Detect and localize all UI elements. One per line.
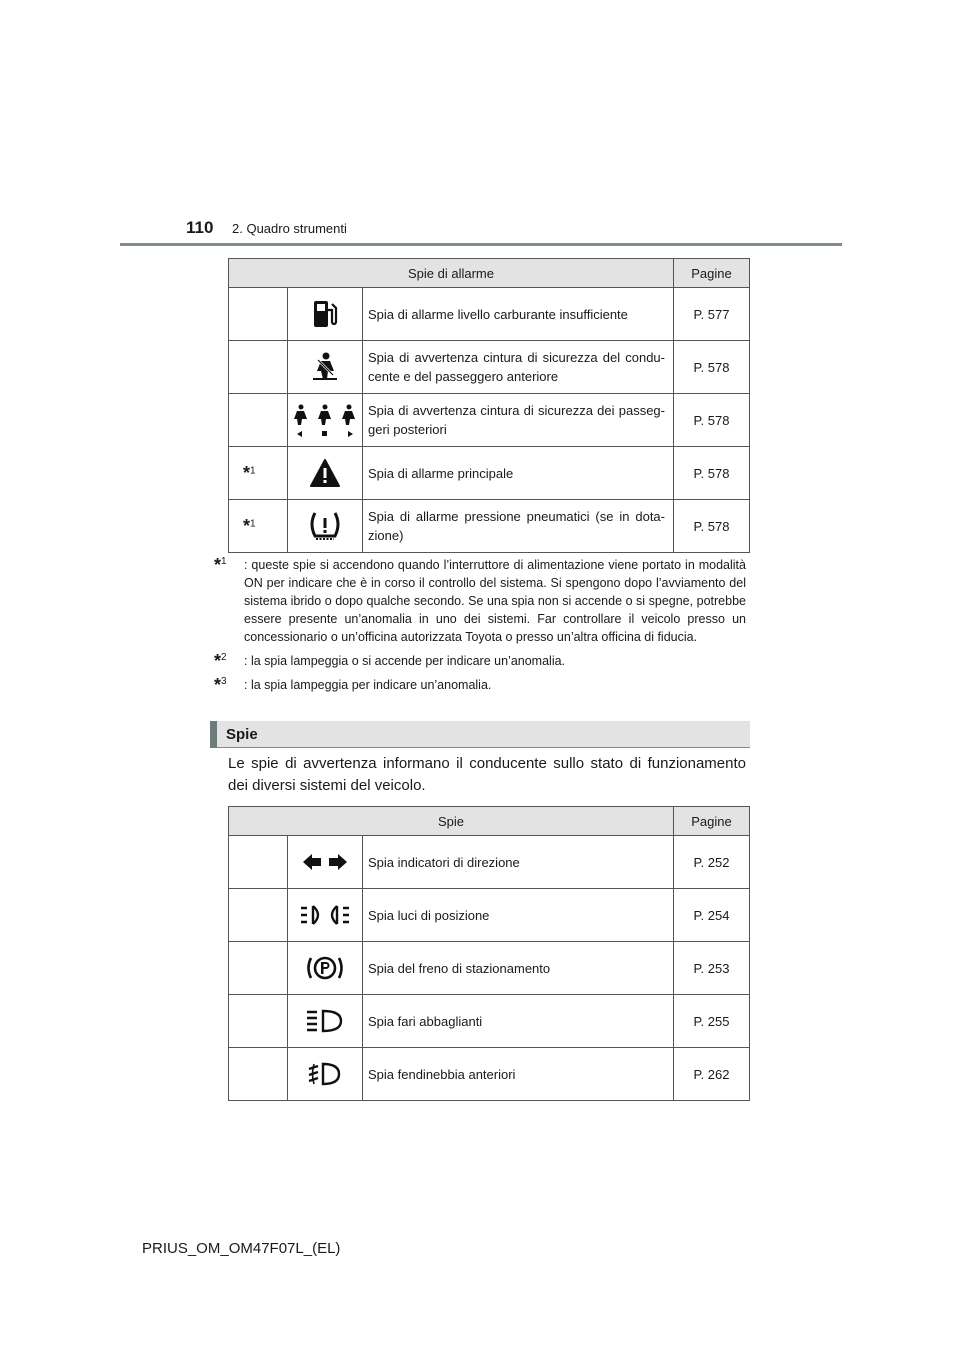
- page-reference: P. 262: [674, 1048, 750, 1101]
- master-warning-icon: [309, 458, 341, 488]
- page-reference: P. 255: [674, 995, 750, 1048]
- footnote: *$^2$ : la spia lampeggia o si accende per indicare un’anomalia.: [214, 651, 566, 671]
- footnote-text: : queste spie si accendono quando l’interruttore di alimentazione viene portato in modalità ON per indicare che è in corso il controllo del sistema. Si spengono dopo l’avviamento del sistema ibrido o dopo qualche secondo. Se una spia non si accende o si spegne, potrebbe essere presente un’anomalia in uno dei sistemi. Far controllare il veicolo presso un concessionario o un’officina autorizzata Toyota o presso un’altra officina di fiducia.: [244, 558, 746, 644]
- table-row: [229, 394, 750, 447]
- page-reference: P. 577: [674, 288, 750, 341]
- section-heading: Spie: [226, 726, 258, 743]
- position-lights-icon: [299, 903, 351, 927]
- table-row: [229, 500, 750, 553]
- rear-seatbelts-icon: [289, 403, 361, 437]
- page-reference: P. 578: [674, 341, 750, 394]
- row-description: Spia di allarme pressione pneumatici (se in dota-zione): [363, 500, 674, 553]
- row-description: Spia di allarme principale: [363, 447, 674, 500]
- front-fog-light-icon: [307, 1061, 343, 1087]
- page-reference: P. 252: [674, 836, 750, 889]
- row-description: Spia fari abbaglianti: [363, 995, 674, 1048]
- footnote: *$^1$ : queste spie si accendono quando l’interruttore di alimentazione viene portato in modalità ON per indicare che è in corso il controllo del sistema. Si spengono dopo l’avviamento del sistema ibrido o dopo qualche secondo. Se una spia non si accende o si spegne, potrebbe essere presente un’anomalia in uno dei sistemi. Far controllare il veicolo presso un concessionario o un’officina autorizzata Toyota o presso un’altra officina di fiducia.: [214, 555, 746, 644]
- row-description: Spia di avvertenza cintura di sicurezza del condu-cente e del passeggero anteriore: [363, 341, 674, 394]
- page-reference: P. 578: [674, 447, 750, 500]
- row-mark: *$^1$: [229, 447, 288, 500]
- row-description: Spia di allarme livello carburante insufficiente: [363, 288, 674, 341]
- page-reference: P. 578: [674, 394, 750, 447]
- row-description: Spia di avvertenza cintura di sicurezza dei passeg-geri posteriori: [363, 394, 674, 447]
- table-row: [229, 995, 750, 1048]
- page-number: 110: [186, 218, 214, 237]
- row-mark: [229, 288, 288, 341]
- parking-brake-icon: [305, 953, 345, 983]
- table-row: [229, 836, 750, 889]
- heading-accent: [210, 721, 217, 748]
- page-reference: P. 254: [674, 889, 750, 942]
- row-mark: [229, 341, 288, 394]
- footnote-text: : la spia lampeggia o si accende per indicare un’anomalia.: [244, 654, 566, 668]
- row-description: Spia del freno di stazionamento: [363, 942, 674, 995]
- row-description: Spia indicatori di direzione: [363, 836, 674, 889]
- row-description: Spia luci di posizione: [363, 889, 674, 942]
- high-beam-icon: [305, 1008, 345, 1034]
- page-reference: P. 253: [674, 942, 750, 995]
- row-description: Spia fendinebbia anteriori: [363, 1048, 674, 1101]
- table-header-warning: Spie di allarme: [229, 259, 674, 288]
- row-mark: *$^1$: [229, 500, 288, 553]
- document-code: PRIUS_OM_OM47F07L_(EL): [142, 1240, 341, 1257]
- table-row: [229, 942, 750, 995]
- table-row: [229, 447, 750, 500]
- fuel-pump-icon: [310, 299, 340, 329]
- section-title: 2. Quadro strumenti: [232, 221, 347, 236]
- table-header-indicators: Spie: [229, 807, 674, 836]
- warning-lights-table: [228, 258, 750, 553]
- page-reference: P. 578: [674, 500, 750, 553]
- header-rule: [120, 243, 842, 246]
- intro-paragraph: Le spie di avvertenza informano il conducente sullo stato di funzionamento dei diversi sistemi del veicolo.: [228, 755, 746, 794]
- turn-signal-icon: [301, 852, 349, 872]
- table-row: [229, 889, 750, 942]
- section-heading-bar: [210, 721, 750, 748]
- seatbelt-icon: [309, 351, 341, 383]
- footnote: *$^3$ : la spia lampeggia per indicare un’anomalia.: [214, 675, 492, 695]
- table-row: [229, 1048, 750, 1101]
- indicator-lights-table: [228, 806, 750, 1101]
- footnote-text: : la spia lampeggia per indicare un’anomalia.: [244, 678, 492, 692]
- tire-pressure-icon: [307, 510, 343, 542]
- table-header-pages: Pagine: [674, 259, 750, 288]
- row-mark: [229, 394, 288, 447]
- table-row: [229, 341, 750, 394]
- table-row: [229, 288, 750, 341]
- footnotes: [214, 556, 746, 700]
- table-header-pages: Pagine: [674, 807, 750, 836]
